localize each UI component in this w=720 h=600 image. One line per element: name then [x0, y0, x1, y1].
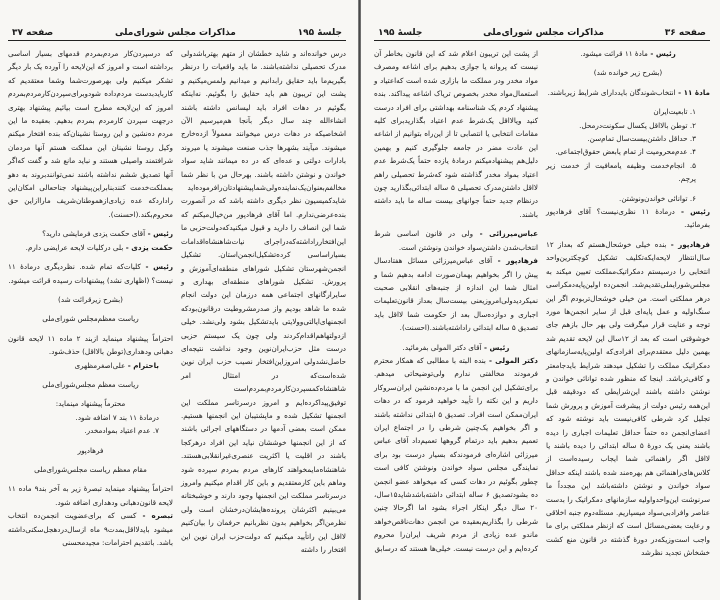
paragraph: حکمت یزدی - بلی درکلیات لایحه عرایضی دارم. [25, 242, 173, 252]
speaker-name: دکتر المولی - [485, 355, 538, 365]
page-number: صفحه ۳۶ [664, 28, 706, 38]
paragraph: ۲. توطن بالااقل یکسال سکونت‌درمحل. [579, 120, 696, 130]
paragraph: ۵. انجام‌خدمت وظیفه یامعافیت از خدمت زیر پرچم. [546, 160, 696, 184]
session-number: جلسهٔ ۱۹۵ [378, 28, 423, 38]
paragraph: رئیس - کلیات‌که تمام شده. نظردیگری درمادهٔ ۱۱ نیست؟ (اظهاری نشد) پیشنهادات رسیده قرائت میشود. [8, 262, 173, 285]
paragraph: احتراماً پیشنهاد مینماید تبصرهٔ زیر به آخر بند۹ ماده ۱۱ لایحه قانون‌دهبانی ودهداری اضافه شود. [8, 484, 174, 507]
paragraph: درس خوانده‌اند و شاید خطشان از متهم بهتر‌باشدولی مدرک تحصیلی نداشته‌باشند. ما باید واقعیات را درنظر بگیریم‌ما باید حقایق رابدانیم و میدانیم ولمس‌میکنیم و پشت این تریبون هم باید حقایق را بگوئیم. نه‌اینکه بگوئیم در دهات افراد باید لیسانس داشته باشند انشاءالله چند سال دیگر بآنجا هم‌میرسیم الآن اشخاصیکه در دهات درس میخوانند معمولاً از‌ده‌خارج میشوند. میآیند بشهرها جذب صنعت میشوند یا میروند بادارات دولتی و عده‌ای که در ده میمانند شاید سواد خواندن و نوشتن داشته باشند. بهرحال من با نظر شما مخالفم‌بعنوان‌یک‌نماینده‌ولی‌شماپیشنهادتان‌رافرموده‌اید شاید‌کمیسیون نظر دیگری داشته باشد که در آنصورت بنده‌عرضی‌ندارم. اما آقای فرهادپور من‌خیال‌میکنم که شما این انصاف را دارید و قبول میکنید‌که‌دولت‌حزبی ما این‌افتخار‌راداشته‌که‌دراجرای نیات‌شاهنشاه‌اقدامات بسیار‌اساسی کرده‌تشکیل‌انجمن‌استان. تشکیل انجمن‌شهرستان تشکیل شوراهای منطقه‌ای‌آموزش و پرورش. تشکیل شوراهای منطقه‌ای بهداری و سایرارگانهای اجتماعی همه درزمان این دولت انجام شده ما شاهد بودیم واز صدرمشروطیت درقانون‌بود‌که انجمنهای‌ایالتی‌وولایتی بایدتشکیل بشود ولی‌نشد. خیلی ازدولتهاهم‌اقدام‌کردند ولی چون یک سیستم حزبی درست مثل حزب‌ایران‌نوین وجود نداشت نتیجه‌ای حاصل‌نشدولی امروزاین‌افتخار نصیب حزب ایران نوین شده‌است‌که در امتثال امر شاهنشاه‌کمسپردن‌کارمردم‌بمردم‌است توفیق‌پیداکرده‌ایم و امروز درسرتاسر مملکت این انجمنها تشکیل شده و ماپشتیبان این انجمنها هستیم. ممکن است بعضی آدمها در دستگاههای اجرائی باشند که از این انجمنها خوششان نیاید این افراد درهرکجا باشند در اقلیت یا اکثریت عنصری‌غیر‌انقلابی‌هستند. شاهنشاه‌مایمخواهند کارهای مردم بمردم سپرده شود وماهم باین کارمعتقدیم و باین کار اقدام میکنیم وامروز درسرتاسر مملکت این انجمنها وجود دارند و خوشبختانه می‌بینیم اکثرشان پرونده‌هایشان‌درخشان است ولی نظرمن‌اگر بخواهیم بدون نظربانیم حرفمان را بیان‌کنیم لااقل این راتأیید میکنیم که دولت‌حزب ایران نوین این افتخار را داشته [181, 49, 346, 555]
book-gutter [358, 0, 361, 600]
column-left [8, 47, 173, 556]
paragraph: ریاست معظم‌مجلس شورای‌ملی [42, 314, 139, 324]
paragraph: ۳. حداقل داشتن‌بیست‌سال تمام‌سن. [587, 134, 696, 144]
paragraph: دکتر المولی - بنده البته با مطالبی که همکار محترم فرمودند مخالفتی ندارم ولی‌توضیحاتی میدهم. برای‌تشکیل این انجمن ما با مردم‌ده‌نشین ایران‌سروکار داریم و این نکته را تأیید خواهید فرمود که در دهات ایران‌ممکن است افراد. تصدیق ۵ ابتدائی نداشته باشند و اگر بخواهیم یک‌چنین شرطی را در اجتماع ایران تعمیم بدهیم باید درتمام گروهها تعمیم‌داد آقای عباس میرزائی اشاره‌ای فرمودند‌که بسیار درست بود برای نمایندگی مجلس سواد خواندن ونوشتن کافی است چطور بگوئیم در دهات کسی که میخواهد عضو انجمن ده بشود‌تصدیق ۶ ساله ابتدائی داشته‌باشدشاید۱۵سال، ۲۰ سال دیگر اینکار اجراء بشود اما اگرحالا چنین شرطی را بگذاریم‌بعقیده من انجمن دهات‌ناقص‌خواهد ماند‌و عده زیادی از مردم شریف ایران‌را محروم کرده‌ایم و این درست نیست. خیلی‌ها هستند که درسابق [374, 355, 538, 553]
speaker-name: باحترام - [125, 360, 159, 370]
paragraph: از پشت این تریبون اعلام شد که این قانون بخاطر آن نیست که پروانه یا جوازی بدهیم برای اشاعه ومصرف مواد مخدر ودر مملکت ما بازاری شده است که‌اعتیاد و استعمال‌مواد مخدر بخصوص تریاک اشاعه پیدا‌کند. بنده پیشنهاد کردم یک شناسنامه بهداشتی برای افراد درست کنید ویالااقل یک‌شرط عدم اعتیاد بگذاریدبرای کلیه مقامات انتخابی یا انتصابی تا از این‌راه بتوانیم از اشاعه این عادت مضر در جامعه جلوگیری کنیم و بهمین دلیل‌هم پیشنهاد‌میکنم درمادهٔ یازده حتماً یک‌شرط عدم اعتیاد بمواد مخدر گذاشته شود که‌شرط تحصیلی راهم لااقل داشتن‌مدرک تحصیلی ۵ ساله ابتدائی‌بگذارید چون درنظام جدید حتماً جوانهای بیست ساله ما باید داشته باشند. [374, 49, 538, 219]
speaker-name: رئیس - [140, 262, 173, 272]
paragraph: رئیس - آقای حکمت یزدی فرمایشی دارید؟ [42, 229, 173, 239]
page-number: صفحه ۳۷ [12, 28, 54, 38]
text-columns [374, 47, 710, 560]
running-title: مذاکرات مجلس شورای‌ملی [114, 28, 236, 38]
paragraph: ریاست معظم مجلس‌شورای‌ملی [42, 379, 139, 389]
text-columns [8, 47, 346, 556]
paragraph: فرهادپور - بنده خیلی خوشحال‌هستم که بعداز ۱۲ سال‌انتظار لایحه‌ایکه‌تکلیف تشکیل کوچکترین‌واحد انتخابی را درسیستم دمکراتیک‌مملکت تعیین میکند به مجلس‌شورایملی‌تقدیم‌شد. انجمن‌ده اولین‌پایه‌دمکراسی درهر مملکتی است. من خیلی خوشحال‌تربودم اگر این سنگ‌اولیه و عمل پایه‌ای قبل از سایر انجمن‌ها مورد توجه و عنایت قرار میگرفت ولی بهر حال بازهم جای خوشوقتی است که بعد از ۱۲سال این لایحه تقدیم شد بهمین دلیل معتقدم‌برای افرادی‌که اولین‌پایه‌سازمانهای دمکراتیک مملکت را تشکیل میدهند شرایط بایدجامعتر و کافی‌ترباشد. اینجا که منظور شده توانائی خواندن و نوشتن داشته باشند این‌شرایطی که دودقیقه قبل این‌همه رئیس دولت از پیشرفت آموزش و پرورش شما تجلیل کرد شرطی کافی‌نیست باید نوشته شود که اعضای‌انجمن ده حتماً حداقل تعلیمات اجباری را دیده باشند یعنی یک دورهٔ ۵ ساله ابتدائی را دیده باشند یا لااقل اگر راهنمائی شما ایجاب رسیده‌است از کلاس‌های‌راهنمائی هم بهره‌مند شده باشند اینکه حداقل سواد خواندن و نوشتن داشته‌باشد این مجدداً ما سرنوشت این‌واحدواولیه سازمانهای دمکراتیک را بدست عناصر وافرادبی‌سواد میسپاریم. مسئله‌دوم جنبه اخلاقی و رعایت بعضی‌مسائل است که ازنظر مملکتی برای ما واجب است‌وزیکه‌در دورهٔ گذشته در قانون منع کشت خشخاش تجدید نظرشد [546, 239, 710, 558]
paragraph: فرهادپور [77, 445, 104, 455]
paragraph: مقام معظم ریاست مجلس‌شورای‌ملی [34, 464, 147, 474]
paragraph: ۶. توانائی خواندن‌ونوشتن. [619, 193, 696, 203]
paragraph: ۷. عدم اعتیاد بموادمخدر. [84, 426, 159, 436]
speaker-name: رئیس - [674, 207, 710, 217]
speaker-name: مادهٔ ۱۱ - [675, 87, 710, 97]
speaker-name: تبصره - [136, 511, 173, 521]
column-left [374, 47, 538, 560]
paragraph: که درسپردن‌کار مردم‌بمردم قدمهای بسیار اساسی برداشته است و امروز که این‌لایحه را آورده یک بار دیگر تشکر میکنیم ولی بهرصورت‌شما وشما معتقدیم که کارباید‌بدست مردم‌داده شودوبرای‌سپردن‌کارمردم‌بمردم امروز که این‌لایحه مطرح است بیائیم پیشنهاد بهتری درجهت سپردن کارمردم بمردم بدهیم. بعقیده ما این مردم ده‌نشین و این روستا نشینان‌که بنده افتخار میکنم وکیل روستا نشینان این مملکت هستم آنها مردمان شرافتمند واصیلی هستند و نباید مانع شد و گفت که‌اگر آنها تصدیق ششم نداشته باشند نمی‌توانندبروند به دهو بمملکت‌خدمت کنند‌بنابراین‌پیشنهاد جناحعالی امکان‌این را‌دارد‌که عده زیادی‌ازهموطنان‌شریف ما‌راازاین حق محروم‌بکند.(احسنت). [8, 49, 173, 219]
paragraph: (بشرح زیر خوانده شد) [593, 68, 663, 78]
paragraph: رئیس - آقای دکتر المولی بفرمائید. [402, 342, 510, 352]
speaker-name: رئیس - [145, 229, 173, 239]
paragraph: درمادهٔ ۱۱ بند ۷ اضافه شود. [75, 412, 159, 422]
paragraph: رئیس - درمادهٔ ۱۱ نظری‌نیست؟ آقای فرهادپور بفرمائید. [546, 207, 710, 230]
column-right [181, 47, 346, 556]
running-title: مذاکرات مجلس شورای‌ملی [483, 28, 605, 38]
speaker-name: رئیس - [647, 49, 676, 58]
paragraph: مادهٔ ۱۱ - انتخاب‌شوندگان بایددارای شرایط زیرباشند. [547, 87, 710, 97]
column-right [546, 47, 710, 560]
paragraph: رئیس - مادهٔ ۱۱ قرائت میشود. [580, 49, 676, 58]
paragraph: باحترام - علی‌اصغرمظهری [74, 360, 159, 370]
paragraph: (بشرح زیرقرائت شد) [58, 294, 123, 304]
page-header [374, 22, 710, 41]
speaker-name: رئیس - [481, 342, 510, 352]
session-number: جلسهٔ ۱۹۵ [297, 28, 342, 38]
speaker-name: حکمت یزدی - [123, 242, 173, 252]
paragraph: تبصره - کسی که برای‌عضویت انجمن‌ده انتخاب میشود بایدلااقل‌بمدت۹ ماه ازسال‌دردهجل‌سکنی‌داشته باشد. باتقدیم احترامات: مجیدمحسنی [8, 511, 173, 547]
paragraph: فرهادپور - آقای عباس‌میرزائی مسائل هفتادسال پیش را اگر بخواهیم بهمان‌صورت ادامه بدهیم شما و امثال شما این اندازه از جنبه‌های انقلابی صحبت نمیکردید‌ولی‌امروزیعنی بیست‌سال بعداز قانون‌تعلیمات اجباری و دوازده‌سال بعد از حکومت شما لااقل باید تصدیق ۵ ساله ابتدائی راداشته‌باشند.(احسنت). [374, 256, 538, 333]
speaker-name: فرهادپور - [666, 239, 710, 249]
paragraph: عباس‌میرزائی - ولی در قانون اساسی شرط انتخاب‌شدن داشتن‌سواد خواندن ونوشتن است. [374, 229, 538, 252]
speaker-name: عباس‌میرزائی - [473, 229, 538, 239]
paragraph: احتراماً پیشنهاد مینماید ازبند ۲ ماده ۱۱ لایحه قانون دهبانی ودهداری(توطن بالااقل) حذف‌شود. [8, 333, 174, 357]
page-header [8, 22, 346, 41]
page-36 [360, 0, 720, 600]
speaker-name: فرهادپور - [492, 256, 538, 266]
paragraph: ۱. تابعیت‌ایران [653, 107, 696, 117]
paragraph: محترماً پیشنهاد مینماید: [55, 399, 126, 409]
paragraph: ۴. عدم‌محرومیت از تمام یابعض حقوق‌اجتماعی. [555, 147, 696, 157]
